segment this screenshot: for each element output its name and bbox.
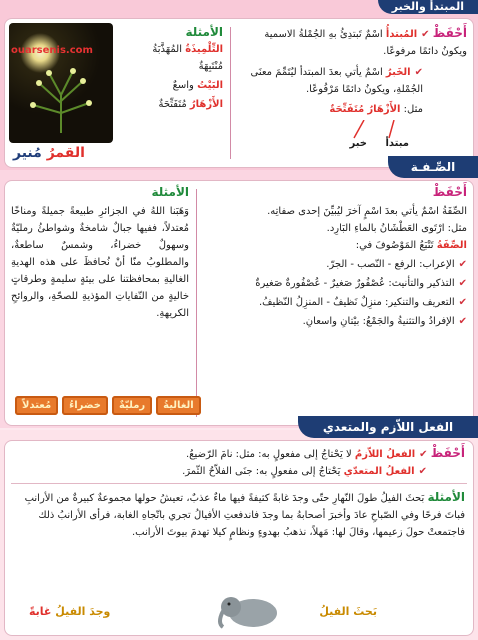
arrow-label-mubtada: مبتدأ	[385, 138, 409, 149]
section2-divider	[196, 189, 197, 417]
section1-divider	[230, 27, 231, 159]
section1-title: المبتدأ والخبر	[378, 0, 478, 14]
image-caption: القمرُ مُنير	[13, 145, 85, 161]
tag-khadraa: خضراءُ	[62, 396, 108, 415]
plant-icon	[9, 23, 113, 143]
section1-examples: الأمثلة التِّلْمِيذَةُ المُهَذَّبَةُ مُنْتَبِهَةٌ البَيْتُ واسعٌ الأَزْهَارُ مُتَفَتِّحَةٌ	[152, 25, 223, 110]
section3-separator	[11, 483, 467, 484]
section1-rules: أَحْفَظْ ✔المُبتدأُ اسْمٌ تَبتدِئُ بهِ الجُمْلةُ الاسمية ويكونُ دائمًا مرفوعًا. ✔الخَبرُ اسْمٌ يأتي بعدَ المبتدأ ليُتَمِّمَ معنَى الجُمْلةِ، ويكونُ دائمًا مَرْفُوعًا. مثل: الأَزْهَارُ مُتَفَتِّحَةٌ مبتدأ خبر	[239, 25, 467, 150]
arrow-label-khabar: خبر	[349, 138, 367, 149]
elephant-icon	[213, 591, 283, 631]
bottom-example-1: بَحثَ الفيلُ	[319, 605, 377, 618]
section3-title: الفعل اللاّزم والمتعدي	[298, 416, 478, 438]
section2-rules: أَحْفَظْ الصِّفَةُ اسْمٌ يأتي بعدَ اسْمٍ آخرَ ليُبيِّنَ إحدى صفاتِه. مثل: ارْتَوى العَطْشَانُ بالماءِ البَارِد. الصِّفَةُ تَتْبَعُ المَوْصُوفَ في: ✔الإعراب: الرفع - النّصب - الجرّ. ✔التذكير والتأنيث: عُصْفُورٌ صَغيرٌ - عُصْفُورةٌ صَغيرةٌ ✔التعريف والتنكير: منزِلٌ نَظيفٌ - المنزِلُ النّظيفُ. ✔الإفرادُ والتثنيةُ والجَمْعُ: بيْتانِ واسعانِ.	[255, 185, 467, 327]
tag-mutadil: مُعتدلاً	[15, 396, 58, 415]
section3-examples: الأمثلة بَحثَ الفيلُ طولَ النّهارِ حتّى وجدَ غابةً كثيفةً فيها ماءٌ عذبٌ، تعيشُ حولها مجموعةٌ كبيرةٌ من الأرانبِ فباتَ فرحًا وفي الصّباحِ عادَ وأخبرَ أصحابهُ بما وجدَ فاندفعتِ الأفيالُ تجري باتّجاهِ الغابة، فرأى الأرانبُ ذلك فاجتمعتْ حولَ زعيمها، وقالَ لها: مَهلاً، نذهبُ بهدوءٍ ونظامٍ كيلا تهدمَ بيوتَ الأرانب.	[24, 490, 465, 538]
watermark: ouarsenis.com	[11, 45, 93, 56]
section1-card	[4, 18, 474, 168]
memorize-label: أَحْفَظْ	[432, 26, 467, 40]
bottom-example-2: وجدَ الفيلُ غابةً	[29, 605, 111, 618]
section3-card	[4, 440, 474, 636]
moon-night-image	[9, 23, 113, 143]
arrow-diagram	[239, 120, 467, 150]
adjective-tags	[11, 393, 201, 415]
section2-examples: الأمثلة وَهَبَنا اللهُ في الجزائرِ طبيعةً جميلةً ومناخًا مُعتدلاً، ففيها جبالٌ شامخةٌ وشواطئُ رمليّةٌ وسهولٌ خضراءُ، وشمسٌ ساطعةٌ، والمطلوبُ منّا أنْ نُحافظَ على هذه الهديةِ الغاليةِ بمحافظتنا على بيئةٍ سليمةٍ وطرقاتٍ خاليةٍ من النّفاياتِ المؤذيةِ للصحّةِ، والروائحِ الكريهةِ.	[11, 185, 189, 319]
section2-card	[4, 180, 474, 426]
tag-ramliya: رمليّةٌ	[112, 396, 152, 415]
section2-title: الصِّـفـة	[388, 156, 478, 178]
tag-ghaliya: الغاليةُ	[156, 396, 200, 415]
section3-rules: أَحْفَظْ ✔الفعلُ اللاّزمُ لا يَحْتاجُ إلى مفعولٍ به: مثل: نامَ الرّضيعُ. ✔الفعلُ المتعدّي يَحْتاجُ إلى مفعولٍ به: جنَى الفلاّحُ الثّمرَ.	[182, 446, 465, 477]
